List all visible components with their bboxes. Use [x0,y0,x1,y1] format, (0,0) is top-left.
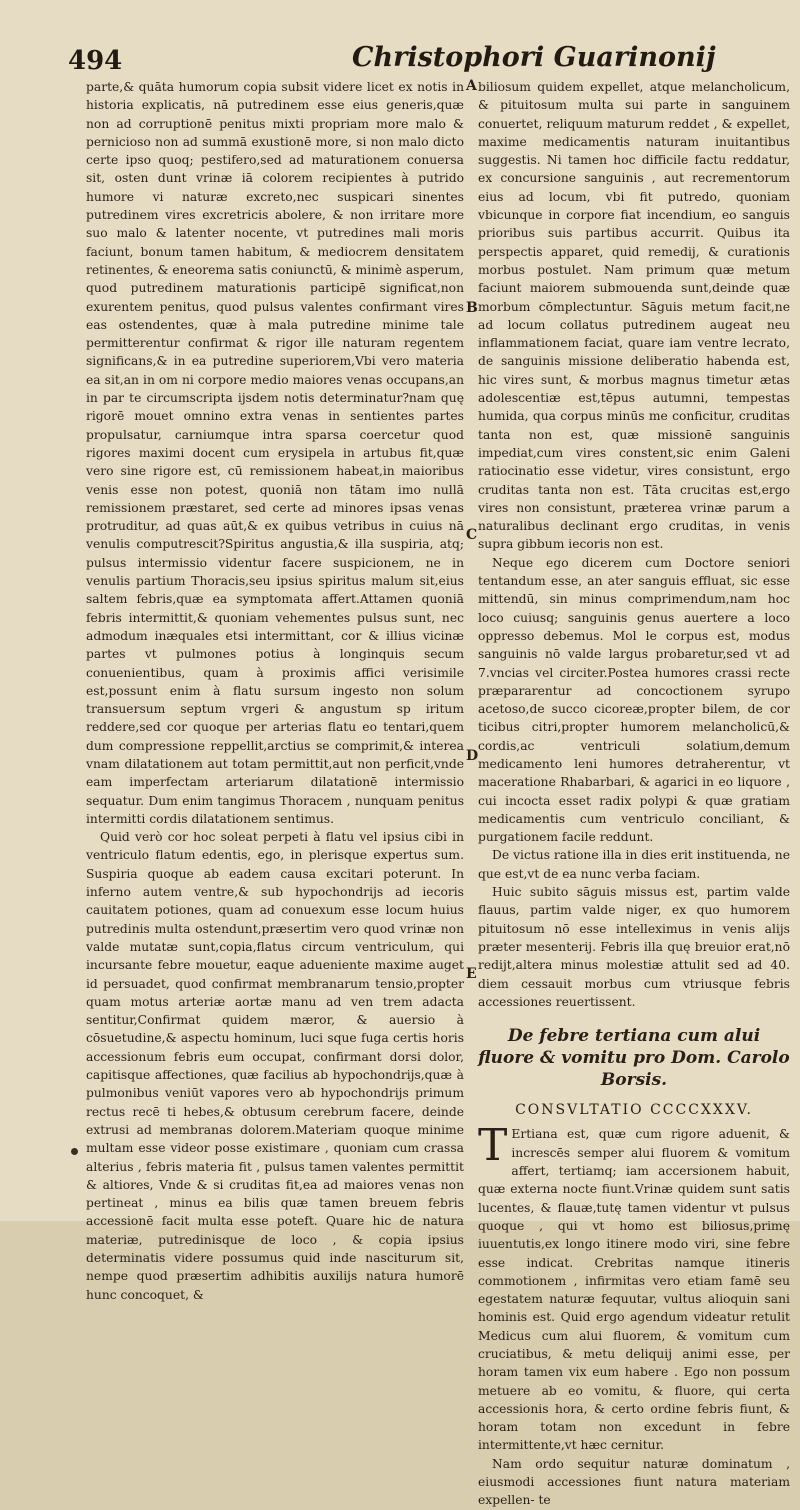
margin-letter-e: E [466,966,477,982]
right-paragraph: Huic subito sāguis missus est, partim valde flauus, partim valde niger, ex quo humorem pituitosum nō esse intelleximus in venis alijs præter mesenterij. Febris illa quę breuior erat,nō redijt,altera minus molestiæ attulit sed ad 40. diem cessauit morbus cum vtriusque febris accessiones reuertissent. [478,885,790,1009]
section-heading: De febre tertiana cum alui fluore & vomitu pro Dom. Carolo Borsis. [478,1026,790,1091]
consultation-title: CONSVLTATIO CCCCXXXV. [515,1102,753,1119]
page-header [0,36,800,76]
running-head: Christophori Guarinonij [352,42,716,73]
right-paragraph: Neque ego dicerem cum Doctore seniori tentandum esse, an ater sanguis effluat, sic esse mittendū, sin minus comprimendum,nam hoc loco cuiusq; sanguinis genus auertere a loco oppresso debemus. Mol le corpus est, modus sanguinis nō valde largus probaretur,sed vt ad 7.vncias vel circiter.Postea humores crassi recte præpararentur ad concoctionem syrupo acetoso,de succo cicoreæ,propter bilem, de cor ticibus citri,propter humorem melancholicū,& cordis,ac ventriculi solatium,demum medicamento leni humores detraherentur, vt maceratione Rhabarbari, & agarici in eo liquore , cui incocta esset radix polypi & quæ gratiam medicamentis cum ventriculo conciliant, & purgationem facile reddunt. [478,555,790,845]
right-paragraph: biliosum quidem expellet, atque melancholicum, & pituitosum multa sui parte in sanguinem conuertet, reliquum maturum reddet , & expellet, maxime medicamentis naturam inuitantibus suggestis. Ni tamen hoc difficile factu reddatur, ex concursione sanguinis , aut recrementorum eius ad locum, vbi fit putredo, quoniam vbicunque in corpore fiat incendium, eo sanguis prioribus suis partibus accurrit. Quibus ita perspectis apparet, quid remedij, & curationis morbus postulet. Nam primum quæ metum faciunt maiorem submouenda sunt,deinde quæ morbum cōmplectuntur. Sāguis metum facit,ne ad locum collatus putredinem augeat neu inflammationem faciat, quare iam ventre lecrato, de sanguinis missione deliberatio habenda est, hic vires sunt, & morbus magnus timetur ætas adolescentiæ est,tēpus autumni, tempestas humida, qua corpus minūs me conficitur, cruditas tanta non est, quæ missionē sanguinis impediat,cum vires constent,sic enim Galeni ratiocinatio esse videtur, vires consistunt, ergo cruditas tanta non est. Tāta crucitas est,ergo vires non consistunt, præterea vrinæ parum a naturalibus declinant ergo cruditas, in venis supra gibbum iecoris non est. [478,80,790,552]
right-column [478,78,790,1508]
consultation-text: Ertiana est, quæ cum rigore aduenit, & increscēs semper alui fluorem & vomitum affert, tertiamq; iam accersionem habuit, quæ externa nocte fiunt.Vrinæ quidem sunt satis lucentes, & flauæ,tutę tamen videntur vt pulsus quoque , qui vt homo est biliosus,primę iuuentutis,ex longo itinere modo viri, sine febre esse indicat. Crebritas namque itineris commotionem , infirmitas vero etiam famē seu egestatem naturæ fequutar, vultus alioquin sani hominis est. Quid ergo agendum videatur retulit Medicus cum alui fluorem, & vomitum cum cruciatibus, & metu deliquij animi esse, per horam tamen vix eum habere . Ego non possum metuere ab eo vomitu, & fluore, qui certa accessionis hora, & certo ordine febris fiunt, & horam totam non excedunt in febre intermittente,vt hæc cernitur. [478,1127,790,1453]
left-column [86,78,464,1302]
margin-dot-icon [71,1148,78,1155]
page-number: 494 [68,46,123,76]
left-paragraph: Quid verò cor hoc soleat perpeti à flatu vel ipsius cibi in ventriculo flatum edentis, ego, in plerisque expertus sum. Suspiria quoque ab eadem causa excitari poterunt. In inferno autem ventre,& sub hypochondrijs ad iecoris cauitatem potiones, quam ad conuexum esse locum huius putredinis multa ostendunt,præsertim vero quod vrinæ non valde mutatæ sunt,copia,flatus circum ventriculum, qui incursante febre mouetur, eaque adueniente maxime auget id persuadet, quod confirmat membranarum tensio,propter quam motus arteriæ aortæ manu ad ven trem adacta sentitur,Confirmat quidem mæror, & auersio à cōsuetudine,& aspectu hominum, luci sque fuga certis horis accessionum febris eum occupat, confirmant dorsi dolor, capitisque affectiones, quæ facilius ab hypochondrijs,quæ à pulmonibus veniūt vapores vero ab hypochondrijs primum rectus recē ti hebes,& obtusum cerebrum facere, deinde extrusi ad membranas dolorem.Materiam quoque minime multam esse videor posse existimare , quoniam cum crassa alterius , febris materia fit , pulsus tamen valentes permittit & altiores, Vnde & si cruditas fit,ea ad maiores venas non pertineat , minus ea bilis quæ tamen breuem febris accessionē facit multa esse poteft. Quare hic de natura materiæ, putredinisque de loco , & copia ipsius determinatis videre possumus quid inde nasciturum sit, nempe quod præsertim adhibitis auxilijs natura humorē hunc concoquet, & [86,830,464,1302]
right-paragraph: De victus ratione illa in dies erit instituenda, ne que est,vt de ea nunc verba faciam. [478,848,790,881]
consultation-paragraph [478,1120,790,1454]
margin-letter-c: C [466,527,478,543]
margin-letter-a: A [466,78,477,94]
margin-letter-d: D [466,748,479,764]
left-paragraph: parte,& quāta humorum copia subsit videre licet ex notis in historia explicatis, nā putredinem esse eius generis,quæ non ad corruptionē penitus mixti propriam more malo & pernicioso non ad summā exustionē more, si non malo dicto certe ipso quoq; pestifero,sed ad maturationem conuersa sit, osten dunt vrinæ iā colorem recipientes à putrido humore vi naturæ excreto,nec suspicari sinentes putredinem vires excretricis abolere, & non irritare more suo malo & latenter nocente, vt putredines mali moris faciunt, bonum tamen habitum, & mediocrem densitatem retinentes, & eneorema satis coniunctū, & minimè asperum, quod putredinem maturationis participē significat,non exurentem penitus, quod pulsus valentes confirmant vires eas ostendentes, quæ à mala putredine minime tale permitterentur confirmat & rigor ille naturam regentem significans,& in ea putredine superiorem,Vbi vero materia ea sit,an in om ni corpore medio maiores venas occupans,an in par te circumscripta ijsdem notis determinatur?nam quę rigorē mouet omnino extra venas in sentientes partes propulsatur, carniumque intra sparsa coercetur quod rigores maximi docent cum erysipela in artubus fit,quæ vero sine rigore est, cū remissionem habeat,in maioribus venis esse non potest, quoniā non tātam imo nullā remissionem præstaret, sed certe ad minores ipsas venas protruditur, ad quas aūt,& ex quibus vetribus in cuius nā venulis computrescit?Spiritus angustia,& illa suspiria, atq; pulsus intermissio videntur facere suspicionem, ne in venulis partium Thoracis,seu ipsius spiritus malum sit,eius saltem febris,quæ ea symptomata affert.Attamen quoniā febris intermittit,& quoniam vehementes pulsus sunt, nec admodum inæquales etsi intermittant, cor & illius vicinæ partes vt pulmones potius à longinquis secum conuenientibus, quam à proximis affici verisimile est,possunt enim à flatu sursum ingesto non solum transuersum septum vrgeri & angustum sp iritum reddere,sed cor quoque per arterias flatu eo tentari,quem dum compressione reppellit,arctius se comprimit,& interea vnam dilatationem aut totam permittit,aut non perficit,vnde eam imperfectam arteriarum dilatationē intermissio sequatur. Dum enim tangimus Thoracem , nunquam penitus intermitti cordis dilatationem sentimus. [86,80,464,826]
margin-letter-b: B [466,300,478,316]
consultation-paragraph: Nam ordo sequitur naturæ dominatum , eiusmodi accessiones fiunt natura materiam expellen- te [478,1456,790,1508]
drop-cap: T [478,1120,508,1172]
